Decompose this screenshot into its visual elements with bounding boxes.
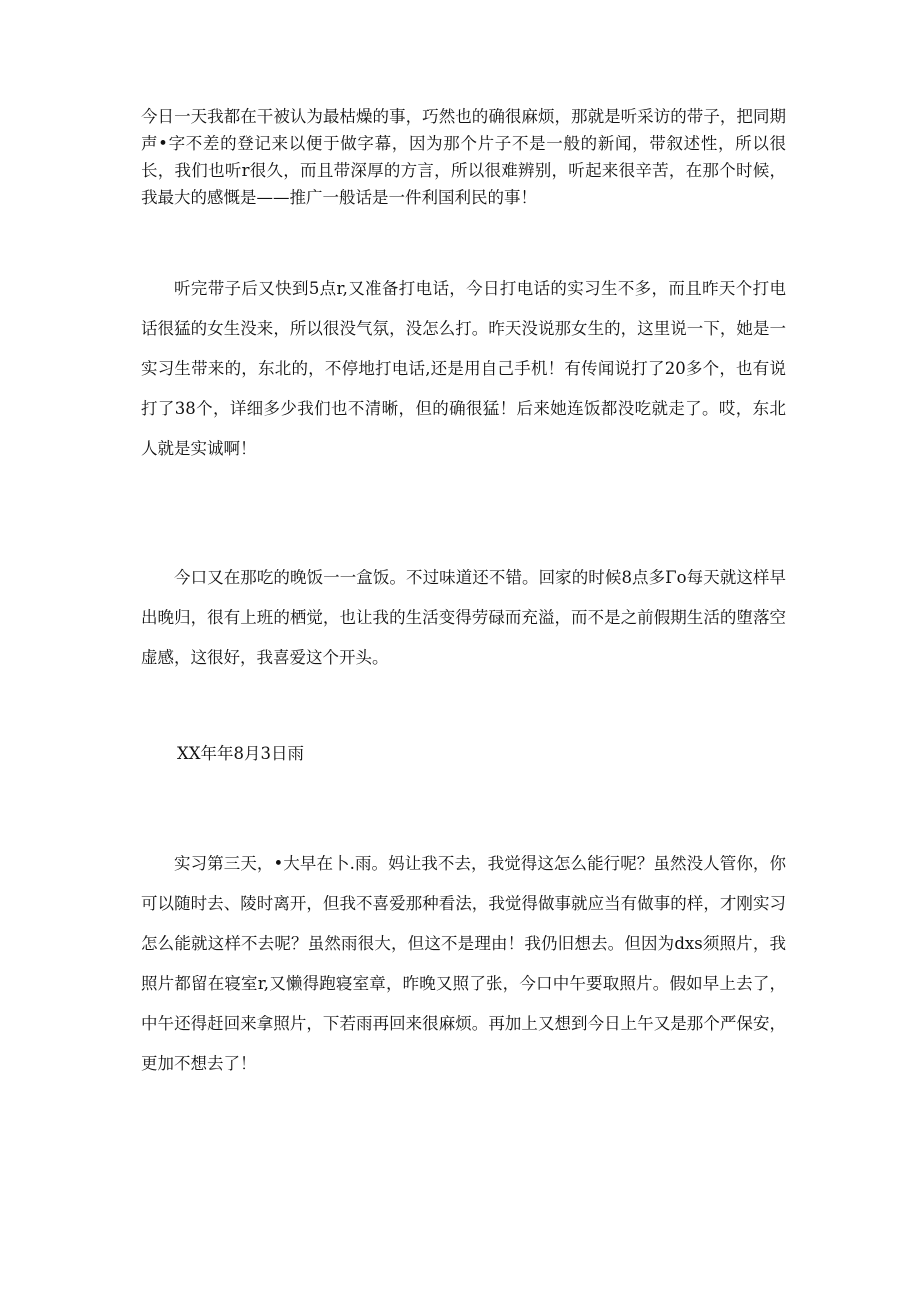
paragraph-phone-calls: 听完带子后又快到5点r,又准备打电话，今日打电话的实习生不多，而且昨天个打电话很猛的女生没来，所以很没气氛，没怎么打。昨天没说那女生的，这里说一下，她是一实习生带来的，东北的，不停地打电话,还是用自己手机！有传闻说打了20多个，也有说打了38个，详细多少我们也不清晰，但的确很猛！后来她连饭都没吃就走了。哎，东北人就是实诚啊！: [141, 279, 786, 458]
paragraph-third-day: 实习第三天，•大早在卜.雨。妈让我不去，我觉得这怎么能行呢？虽然没人管你，你可以随时去、陵时离开，但我不喜爱那种看法，我觉得做事就应当有做事的样，才刚实习怎么能就这样不去呢？虽然雨很大，但这不是理由！我仍旧想去。但因为dxs须照片，我照片都留在寝室r,又懒得跑寝室章，昨晚又照了张，今口中午要取照片。假如早上去了，中午还得赶回来拿照片，下若雨再回来很麻烦。再加上又想到今日上午又是那个严保安，更加不想去了！: [141, 854, 786, 1073]
diary-date-heading: XX年年8月3日雨: [177, 744, 304, 763]
paragraph-dinner: 今口又在那吃的晚饭一一盒饭。不过味道还不错。回家的时候8点多Γo每天就这样早出晚归，很有上班的栖觉，也让我的生活变得劳碌而充溢，而不是之前假期生活的堕落空虚感，这很好，我喜爱这个开头。: [141, 568, 786, 667]
paragraph-listening-tapes: 今日一天我都在干被认为最枯燥的事，巧然也的确很麻烦，那就是听采访的带子，把同期声•字不差的登记来以便于做字幕，因为那个片子不是一般的新闻，带叙述性，所以很长，我们也听r很久，而且带深厚的方言，所以很难辨别，听起来很辛苦，在那个时候，我最大的感慨是——推广一般话是一件利国利民的事！: [141, 107, 786, 207]
